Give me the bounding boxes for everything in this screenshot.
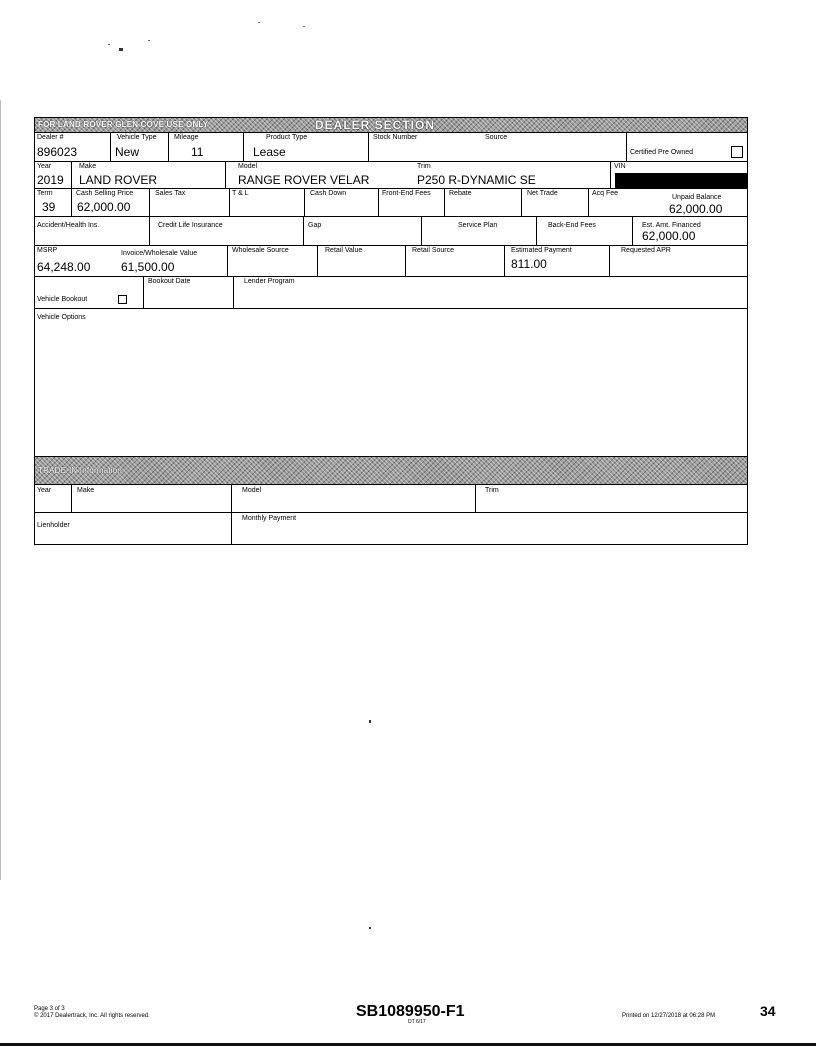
scan-speck bbox=[108, 44, 110, 45]
gap-cell bbox=[303, 217, 421, 245]
certified-pre-owned-label: Certified Pre Owned bbox=[630, 149, 694, 156]
service-plan-cell bbox=[421, 217, 536, 245]
lender-program-cell bbox=[233, 277, 747, 308]
unpaid-balance-label: Unpaid Balance bbox=[672, 194, 722, 201]
vehicle-type-cell bbox=[110, 133, 168, 161]
vehicle-bookout-label: Vehicle Bookout bbox=[37, 296, 88, 303]
printed-timestamp: Printed on 12/27/2018 at 06:28 PM bbox=[622, 1013, 716, 1019]
net-trade-label: Net Trade bbox=[527, 190, 558, 197]
trade-model-cell bbox=[231, 485, 475, 512]
make-value: LAND ROVER bbox=[79, 173, 158, 187]
acq-fee-label: Acq Fee bbox=[592, 190, 619, 197]
retail-source-cell bbox=[405, 246, 504, 276]
gap-label: Gap bbox=[308, 222, 322, 229]
mileage-cell bbox=[168, 133, 243, 161]
scan-speck bbox=[369, 927, 371, 929]
page-number: 34 bbox=[760, 1003, 776, 1019]
sales-tax-cell bbox=[149, 189, 229, 216]
cash-selling-price-value: 62,000.00 bbox=[77, 200, 131, 214]
cash-selling-price-cell bbox=[71, 189, 149, 216]
msrp-cell bbox=[35, 246, 115, 276]
scan-speck bbox=[119, 48, 123, 51]
scan-speck bbox=[258, 22, 260, 23]
banner-title: DEALER SECTION bbox=[315, 118, 436, 132]
est-amt-financed-cell bbox=[632, 217, 747, 245]
credit-life-cell bbox=[149, 217, 303, 245]
vehicle-type-label: Vehicle Type bbox=[117, 134, 157, 141]
unpaid-balance-cell bbox=[662, 189, 747, 216]
estimated-payment-value: 811.00 bbox=[511, 257, 547, 271]
model-cell bbox=[225, 162, 400, 188]
credit-life-label: Credit Life Insurance bbox=[158, 222, 223, 229]
source-label: Source bbox=[485, 134, 508, 141]
product-type-value: Lease bbox=[253, 145, 286, 159]
back-end-fees-cell bbox=[536, 217, 632, 245]
tl-cell bbox=[229, 189, 304, 216]
net-trade-cell bbox=[521, 189, 588, 216]
bookout-date-cell bbox=[143, 277, 233, 308]
lienholder-cell bbox=[35, 513, 231, 544]
acq-fee-cell bbox=[588, 189, 662, 216]
sales-tax-label: Sales Tax bbox=[155, 190, 186, 197]
scan-speck bbox=[303, 26, 305, 27]
lender-program-label: Lender Program bbox=[244, 278, 295, 285]
monthly-payment-label: Monthly Payment bbox=[242, 515, 297, 522]
year-label: Year bbox=[37, 163, 52, 170]
service-plan-label: Service Plan bbox=[458, 222, 498, 229]
product-type-cell bbox=[243, 133, 368, 161]
retail-value-label: Retail Value bbox=[325, 247, 363, 254]
trade-in-banner-text: TRADE-IN Information bbox=[38, 466, 123, 475]
scan-edge-line bbox=[0, 100, 1, 880]
trim-value: P250 R-DYNAMIC SE bbox=[417, 173, 536, 187]
trade-in-banner bbox=[35, 457, 747, 485]
tl-label: T & L bbox=[232, 190, 249, 197]
term-cell bbox=[35, 189, 71, 216]
monthly-payment-cell bbox=[231, 513, 747, 544]
retail-value-cell bbox=[317, 246, 405, 276]
vehicle-bookout-cell bbox=[35, 277, 143, 308]
form-row-insurance bbox=[35, 217, 747, 246]
vehicle-type-value: New bbox=[115, 145, 140, 159]
footer-copyright: © 2017 Dealertrack, Inc. All rights reserved. bbox=[34, 1013, 150, 1019]
footer-left bbox=[34, 1006, 150, 1020]
dealer-number-value: 896023 bbox=[37, 145, 78, 159]
msrp-value: 64,248.00 bbox=[37, 260, 91, 274]
unpaid-balance-value: 62,000.00 bbox=[669, 202, 723, 216]
source-cell bbox=[478, 133, 626, 161]
mileage-value: 11 bbox=[191, 145, 204, 159]
trim-cell bbox=[400, 162, 610, 188]
model-label: Model bbox=[238, 163, 258, 170]
invoice-value-cell bbox=[115, 246, 227, 276]
cash-down-label: Cash Down bbox=[310, 190, 347, 197]
rebate-label: Rebate bbox=[449, 190, 472, 197]
certified-pre-owned-cell bbox=[626, 133, 747, 161]
invoice-value-value: 61,500.00 bbox=[121, 260, 175, 274]
wholesale-source-cell bbox=[227, 246, 317, 276]
form-row-dealer bbox=[35, 133, 747, 162]
front-end-fees-cell bbox=[378, 189, 444, 216]
trade-make-cell bbox=[71, 485, 231, 512]
year-value: 2019 bbox=[37, 173, 64, 187]
year-cell bbox=[35, 162, 71, 188]
bottom-scan-edge bbox=[0, 1043, 816, 1046]
est-amt-financed-value: 62,000.00 bbox=[642, 229, 696, 243]
trade-year-label: Year bbox=[37, 487, 52, 494]
front-end-fees-label: Front-End Fees bbox=[382, 190, 431, 197]
trade-model-label: Model bbox=[242, 487, 262, 494]
model-value: RANGE ROVER VELAR bbox=[238, 173, 370, 187]
accident-health-cell bbox=[35, 217, 149, 245]
wholesale-source-label: Wholesale Source bbox=[232, 247, 289, 254]
form-row-vehicle bbox=[35, 162, 747, 189]
lienholder-label: Lienholder bbox=[37, 522, 70, 529]
footer-page-of: Page 3 of 3 bbox=[34, 1006, 65, 1012]
dealer-section-banner bbox=[35, 118, 747, 133]
retail-source-label: Retail Source bbox=[412, 247, 455, 254]
requested-apr-cell bbox=[609, 246, 747, 276]
msrp-label: MSRP bbox=[37, 247, 58, 254]
banner-left-text: FOR LAND ROVER GLEN COVE USE ONLY bbox=[38, 120, 209, 129]
estimated-payment-cell bbox=[504, 246, 609, 276]
term-label: Term bbox=[37, 190, 53, 197]
trade-trim-cell bbox=[475, 485, 747, 512]
trade-make-label: Make bbox=[77, 487, 95, 494]
requested-apr-label: Requested APR bbox=[621, 247, 671, 254]
deal-worksheet-form bbox=[34, 117, 748, 545]
trade-trim-label: Trim bbox=[485, 487, 499, 494]
vin-cell bbox=[610, 162, 747, 188]
product-type-label: Product Type bbox=[266, 134, 308, 141]
dealer-number-cell bbox=[35, 133, 110, 161]
certified-pre-owned-checkbox[interactable] bbox=[731, 146, 743, 158]
term-value: 39 bbox=[42, 200, 56, 214]
cash-down-cell bbox=[304, 189, 378, 216]
form-row-bookout bbox=[35, 277, 747, 309]
back-end-fees-label: Back-End Fees bbox=[548, 222, 596, 229]
stock-number-cell bbox=[368, 133, 478, 161]
invoice-value-label: Invoice/Wholesale Value bbox=[121, 250, 198, 257]
document-id: SB1089950-F1 bbox=[356, 1003, 465, 1020]
vin-redaction bbox=[615, 173, 748, 188]
stock-number-label: Stock Number bbox=[373, 134, 418, 141]
vin-label: VIN bbox=[614, 163, 626, 170]
rebate-cell bbox=[444, 189, 521, 216]
trim-label: Trim bbox=[417, 163, 431, 170]
scan-speck bbox=[369, 720, 371, 723]
make-label: Make bbox=[79, 163, 97, 170]
vehicle-bookout-checkbox[interactable] bbox=[118, 295, 127, 304]
make-cell bbox=[71, 162, 225, 188]
cash-selling-price-label: Cash Selling Price bbox=[76, 190, 134, 197]
dealer-number-label: Dealer # bbox=[37, 134, 64, 141]
estimated-payment-label: Estimated Payment bbox=[511, 247, 572, 254]
trade-row-vehicle bbox=[35, 485, 747, 513]
form-row-values bbox=[35, 246, 747, 277]
bookout-date-label: Bookout Date bbox=[148, 278, 191, 285]
vehicle-options-area bbox=[35, 309, 747, 457]
scan-speck bbox=[148, 40, 150, 41]
accident-health-label: Accident/Health Ins. bbox=[37, 222, 100, 229]
form-row-pricing bbox=[35, 189, 747, 217]
trade-row-lien bbox=[35, 513, 747, 545]
vehicle-options-label: Vehicle Options bbox=[37, 314, 86, 321]
mileage-label: Mileage bbox=[174, 134, 199, 141]
est-amt-financed-label: Est. Amt. Financed bbox=[642, 222, 701, 229]
document-form-version: DT 6/17 bbox=[408, 1019, 426, 1025]
trade-year-cell bbox=[35, 485, 71, 512]
